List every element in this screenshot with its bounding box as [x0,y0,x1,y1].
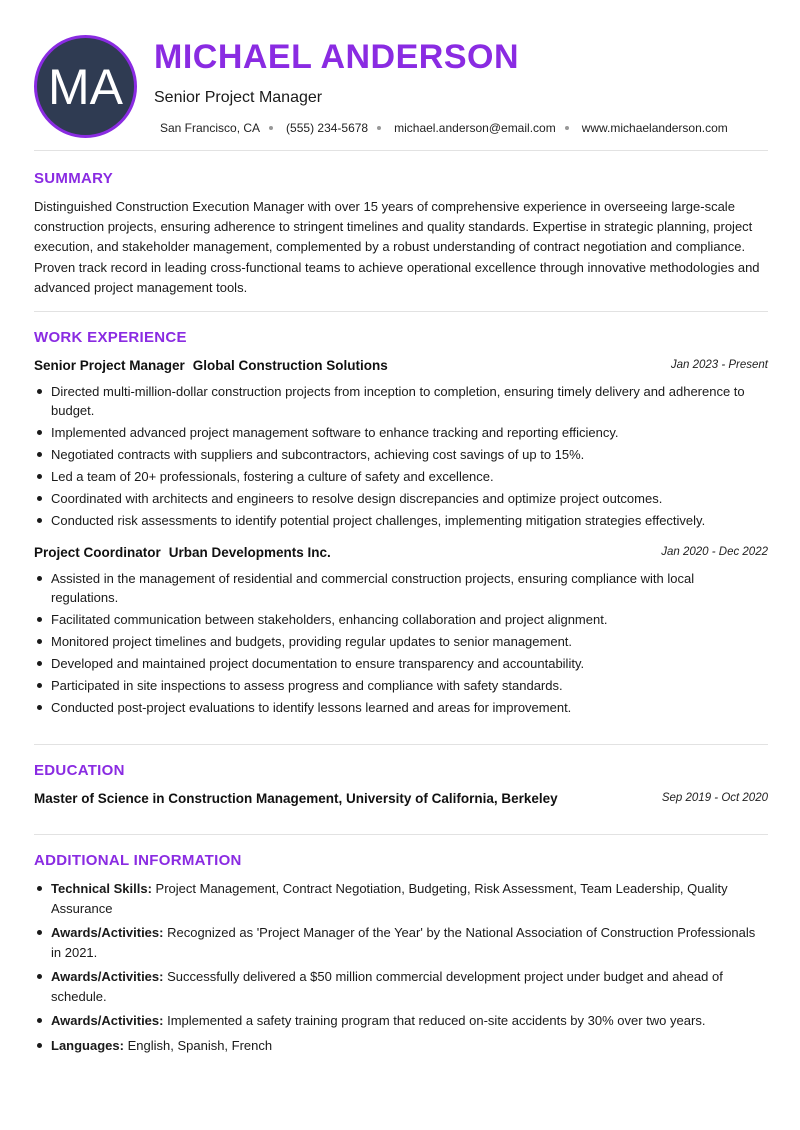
job-title [34,358,388,373]
section-divider [34,311,768,312]
job-header [34,545,768,563]
list-item: Conducted risk assessments to identify potential project challenges, implementing mitigation strategies effectively. [34,511,764,530]
job-position: Senior Project Manager [34,358,185,373]
job-bullets [34,569,764,720]
resume-header [34,34,768,138]
list-item: Developed and maintained project documentation to ensure transparency and accountability. [34,654,764,673]
item-text: Recognized as 'Project Manager of the Year' by the National Association of Construction Professionals in 2021. [51,925,756,960]
item-text: English, Spanish, French [127,1037,273,1053]
contact-phone: (555) 234-5678 [286,121,369,135]
job-title [34,545,331,560]
list-item: Assisted in the management of residential and commercial construction projects, ensuring compliance with local regulations. [34,569,764,607]
job-position: Project Coordinator [34,545,161,560]
job-dates: Jan 2020 - Dec 2022 [661,546,768,558]
contact-email[interactable]: michael.anderson@email.com [394,121,556,135]
separator-dot-icon [377,126,381,130]
avatar-initials: MA [48,58,123,115]
list-item: Negotiated contracts with suppliers and subcontractors, achieving cost savings of up to 15%. [34,445,764,464]
job-header [34,358,768,376]
list-item [34,1036,764,1056]
list-item: Monitored project timelines and budgets, providing regular updates to senior management. [34,632,764,651]
list-item: Led a team of 20+ professionals, fostering a culture of safety and excellence. [34,467,764,486]
summary-text: Distinguished Construction Execution Manager with over 15 years of comprehensive experience in overseeing large-scale construction projects, ensuring adherence to stringent timelines and quality standards. Expertise in strategic planning, project execution, and stakeholder management, complemented by a robust understanding of contract negotiation and compliance. Proven track record in leading cross-functional teams to achieve operational excellence through innovative methodologies and advanced project management tools. [34,199,760,295]
item-text: Implemented a safety training program that reduced on-site accidents by 30% over two years. [167,1013,706,1028]
contact-location: San Francisco, CA [160,121,261,135]
section-divider [34,834,768,835]
candidate-role: Senior Project Manager [154,89,323,106]
avatar [34,35,137,138]
list-item [34,879,764,918]
list-item [34,923,764,962]
summary-heading: SUMMARY [34,170,114,187]
item-text: Project Management, Contract Negotiation, Budgeting, Risk Assessment, Team Leadership, Quality Assurance [51,881,728,916]
separator-dot-icon [269,126,273,130]
list-item [34,967,764,1006]
additional-heading: ADDITIONAL INFORMATION [34,852,242,869]
education-heading: EDUCATION [34,762,125,779]
list-item: Conducted post-project evaluations to identify lessons learned and areas for improvement. [34,698,764,717]
section-divider [34,744,768,745]
list-item: Implemented advanced project management software to enhance tracking and reporting efficiency. [34,423,764,442]
list-item: Coordinated with architects and engineers to resolve design discrepancies and optimize project outcomes. [34,489,764,508]
section-divider [34,150,768,151]
contact-website[interactable]: www.michaelanderson.com [581,121,728,135]
education-entry [34,791,768,809]
job-company: Urban Developments Inc. [168,545,331,560]
item-label: Awards/Activities: [51,969,164,984]
job-bullets [34,382,764,533]
item-label: Awards/Activities: [51,1013,164,1028]
list-item [34,1011,764,1031]
additional-list [34,879,764,1060]
list-item: Participated in site inspections to assess progress and compliance with safety standards. [34,676,764,695]
item-text: Successfully delivered a $50 million commercial development project under budget and ahead of schedule. [51,969,723,1004]
experience-heading: WORK EXPERIENCE [34,329,187,346]
item-label: Languages: [51,1037,124,1053]
list-item: Facilitated communication between stakeholders, enhancing collaboration and project alignment. [34,610,764,629]
job-dates: Jan 2023 - Present [670,359,768,371]
contact-info [160,121,728,135]
education-degree: Master of Science in Construction Management, University of California, Berkeley [34,791,558,806]
list-item: Directed multi-million-dollar construction projects from inception to completion, ensuring timely delivery and adherence to budget. [34,382,764,420]
job-company: Global Construction Solutions [192,358,388,373]
separator-dot-icon [565,126,569,130]
item-label: Awards/Activities: [51,925,164,940]
education-dates: Sep 2019 - Oct 2020 [661,792,768,804]
candidate-name: MICHAEL ANDERSON [154,38,520,76]
item-label: Technical Skills: [51,881,152,896]
